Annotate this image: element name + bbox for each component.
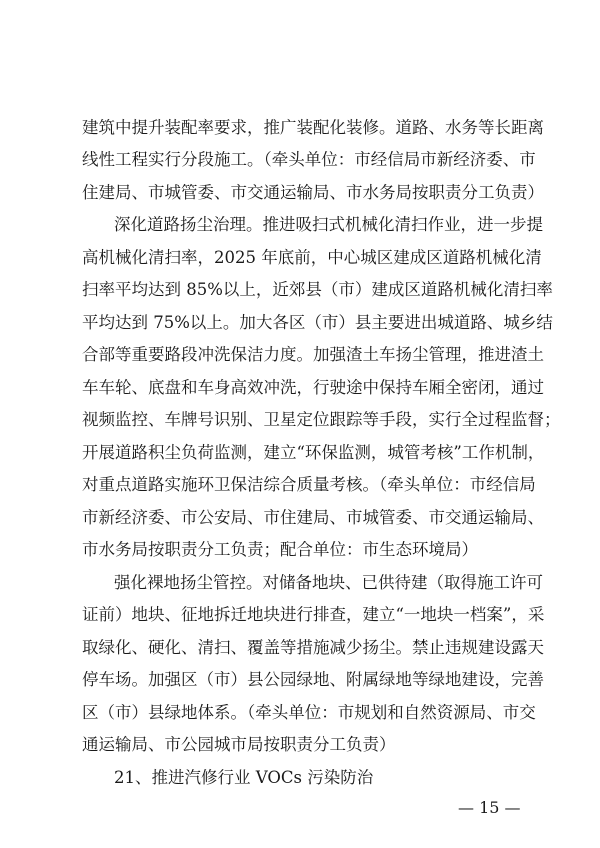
page-number: — 15 —	[458, 798, 521, 817]
paragraph-line: 建筑中提升装配率要求，推广装配化装修。道路、水务等长距离	[82, 118, 544, 137]
paragraph-line: 住建局、市城管委、市交通运输局、市水务局按职责分工负责）	[82, 183, 544, 202]
paragraph-line: 深化道路扬尘治理。推进吸扫式机械化清扫作业，进一步提	[114, 215, 543, 234]
paragraph-line: 高机械化清扫率，2025 年底前，中心城区建成区道路机械化清	[82, 248, 542, 267]
paragraph-line: 合部等重要路段冲洗保洁力度。加强渣土车扬尘管理，推进渣土	[82, 345, 544, 364]
paragraph-line: 扫率平均达到 85%以上，近郊县（市）建成区道路机械化清扫率	[82, 280, 553, 299]
paragraph-line: 线性工程实行分段施工。（牵头单位：市经信局市新经济委、市	[82, 150, 536, 169]
paragraph-line: 停车场。加强区（市）县公园绿地、附属绿地等绿地建设，完善	[82, 670, 544, 689]
paragraph-line: 证前）地块、征地拆迁地块进行排查，建立“一地块一档案”，采	[82, 605, 545, 624]
paragraph-line: 市新经济委、市公安局、市住建局、市城管委、市交通运输局、	[82, 508, 544, 527]
paragraph-line: 取绿化、硬化、清扫、覆盖等措施减少扬尘。禁止违规建设露天	[82, 638, 544, 657]
paragraph-line: 市水务局按职责分工负责；配合单位：市生态环境局）	[82, 540, 478, 559]
paragraph-line: 视频监控、车牌号识别、卫星定位跟踪等手段，实行全过程监督；	[82, 410, 561, 429]
paragraph-line: 区（市）县绿地体系。（牵头单位：市规划和自然资源局、市交	[82, 703, 536, 722]
paragraph-line: 对重点道路实施环卫保洁综合质量考核。（牵头单位：市经信局	[82, 475, 536, 494]
paragraph-line: 通运输局、市公园城市局按职责分工负责）	[82, 735, 396, 754]
paragraph-line: 强化裸地扬尘管控。对储备地块、已供待建（取得施工许可	[114, 573, 543, 592]
paragraph-line: 车车轮、底盘和车身高效冲洗，行驶途中保持车厢全密闭，通过	[82, 378, 544, 397]
paragraph-line: 平均达到 75%以上。加大各区（市）县主要进出城道路、城乡结	[82, 313, 553, 332]
section-heading: 21、推进汽修行业 VOCs 污染防治	[114, 768, 374, 787]
paragraph-line: 开展道路积尘负荷监测，建立“环保监测，城管考核”工作机制，	[82, 443, 545, 462]
